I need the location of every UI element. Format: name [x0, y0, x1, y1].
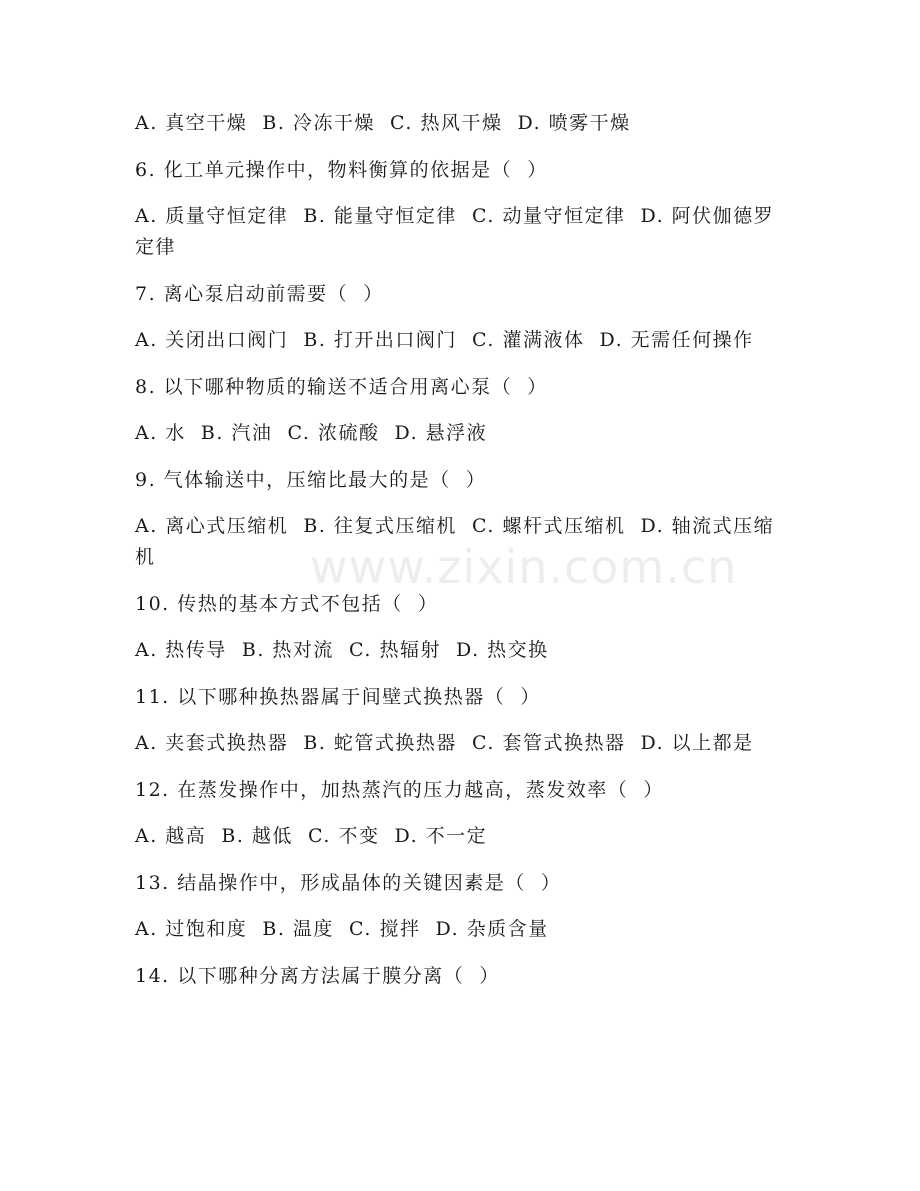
- options-q5: A. 真空干燥 B. 冷冻干燥 C. 热风干燥 D. 喷雾干燥: [135, 112, 631, 134]
- options-q8: A. 水 B. 汽油 C. 浓硫酸 D. 悬浮液: [135, 422, 488, 444]
- question-11: 11. 以下哪种换热器属于间壁式换热器（ ）: [135, 685, 541, 708]
- watermark: www.zixin.com.cn: [310, 540, 738, 594]
- options-q9: A. 离心式压缩机 B. 往复式压缩机 C. 螺杆式压缩机 D. 轴流式压缩机: [135, 515, 775, 568]
- question-10: 10. 传热的基本方式不包括（ ）: [135, 592, 439, 615]
- options-q7: A. 关闭出口阀门 B. 打开出口阀门 C. 灌满液体 D. 无需任何操作: [135, 329, 754, 351]
- options-q13: A. 过饱和度 B. 温度 C. 搅拌 D. 杂质含量: [135, 918, 549, 940]
- question-9: 9. 气体输送中，压缩比最大的是（ ）: [135, 468, 487, 491]
- question-6: 6. 化工单元操作中，物料衡算的依据是（ ）: [135, 158, 548, 181]
- question-12: 12. 在蒸发操作中，加热蒸汽的压力越高，蒸发效率（ ）: [135, 778, 664, 801]
- options-q6: A. 质量守恒定律 B. 能量守恒定律 C. 动量守恒定律 D. 阿伏伽德罗定律: [135, 205, 775, 258]
- question-7: 7. 离心泵启动前需要（ ）: [135, 282, 384, 305]
- question-8: 8. 以下哪种物质的输送不适合用离心泵（ ）: [135, 375, 548, 398]
- question-14: 14. 以下哪种分离方法属于膜分离（ ）: [135, 964, 500, 987]
- options-q10: A. 热传导 B. 热对流 C. 热辐射 D. 热交换: [135, 639, 549, 661]
- question-list: [135, 108, 775, 1007]
- options-q12: A. 越高 B. 越低 C. 不变 D. 不一定: [135, 825, 488, 847]
- options-q11: A. 夹套式换热器 B. 蛇管式换热器 C. 套管式换热器 D. 以上都是: [135, 732, 754, 754]
- question-13: 13. 结晶操作中，形成晶体的关键因素是（ ）: [135, 871, 562, 894]
